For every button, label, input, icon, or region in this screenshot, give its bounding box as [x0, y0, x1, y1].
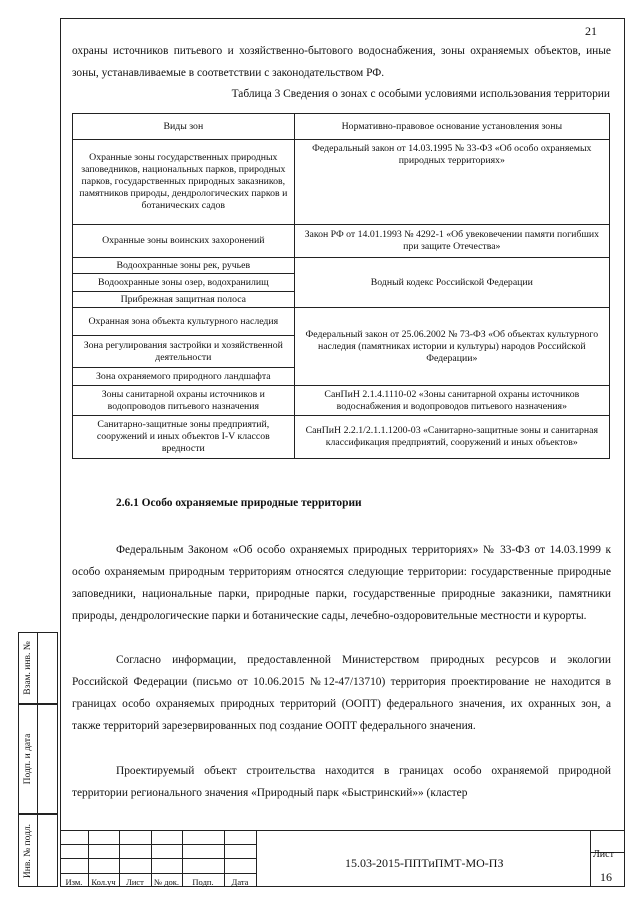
zone-cell: Охранная зона объекта культурного наследия	[73, 308, 295, 336]
basis-cell: Федеральный закон от 14.03.1995 № 33-ФЗ «Об особо охраняемых природных территориях»	[294, 140, 609, 225]
table-row	[73, 140, 610, 225]
basis-cell: Федеральный закон от 25.06.2002 № 73-ФЗ «Об объектах культурного наследия (памятниках истории и культуры) народов Российской Федерации»	[294, 308, 609, 386]
zone-cell: Зона охраняемого природного ландшафта	[73, 368, 295, 386]
title-label-date: Дата	[231, 877, 249, 887]
paragraph-project-location: Проектируемый объект строительства находится в границах особо охраняемой природной территории регионального значения «Природный парк «Быстринский»» (кластер	[72, 765, 611, 799]
table-caption: Таблица 3 Сведения о зонах с особыми условиями использования территории	[231, 88, 610, 100]
zone-cell: Водоохранные зоны озер, водохранилищ	[73, 274, 295, 292]
side-field-original-inv	[18, 814, 58, 887]
table-row	[73, 225, 610, 258]
zone-cell: Охранные зоны воинских захоронений	[73, 225, 295, 258]
zone-cell: Санитарно-защитные зоны предприятий, сооружений и иных объектов I-V классов вредности	[73, 416, 295, 459]
side-label: Инв. № подл.	[23, 823, 33, 878]
paragraph-oopt-law: Федеральным Законом «Об особо охраняемых природных территориях» № 33-ФЗ от 14.03.1999 к особо охраняемым природным территориям относятся следующие территории: государственные природные заповедники, национальные парки, природные парки, государственные природные заказники, памятники природы, дендрологические парки и ботанические сады, лечебно-оздоровительные местности и курорты.	[72, 544, 611, 622]
section-heading: 2.6.1 Особо охраняемые природные территории	[116, 497, 362, 509]
zone-cell: Зона регулирования застройки и хозяйственной деятельности	[73, 336, 295, 368]
document-code: 15.03-2015-ППТиПМТ-МО-ПЗ	[345, 856, 504, 870]
title-label-quantity: Кол.уч	[91, 877, 116, 887]
intro-paragraph: охраны источников питьевого и хозяйственно-бытового водоснабжения, зоны охраняемых объектов, иные зоны, устанавливаемые в соответствии с законодательством РФ.	[72, 45, 611, 79]
basis-cell: СанПиН 2.2.1/2.1.1.1200-03 «Санитарно-защитные зоны и санитарная классификация предприятий, сооружений и иных объектов»	[294, 416, 609, 459]
page-number: 21	[585, 24, 597, 38]
basis-cell: Закон РФ от 14.01.1993 № 4292-1 «Об увековечении памяти погибших при защите Отечества»	[294, 225, 609, 258]
title-label-change: Изм.	[65, 877, 83, 887]
title-label-sheet: Лист	[126, 877, 144, 887]
side-label: Взам. инв. №	[23, 641, 33, 695]
sheet-number: 16	[600, 870, 612, 884]
table-row	[73, 416, 610, 459]
zones-table	[72, 113, 610, 459]
paragraph-ministry-info: Согласно информации, предоставленной Министерством природных ресурсов и экологии Российской Федерации (письмо от 10.06.2015 №12-47/13710) территория проектирование не находится в границах особо охраняемых природных территорий (ООПТ) федерального значения, их охранных зон, а также территорий зарезервированных под создание ООПТ федерального значения.	[72, 654, 611, 732]
zone-cell: Зоны санитарной охраны источников и водопроводов питьевого назначения	[73, 386, 295, 416]
side-field-replacement-inv	[18, 632, 58, 704]
title-block	[60, 830, 625, 887]
side-field-signature-date	[18, 704, 58, 814]
sheet-label: Лист	[593, 849, 614, 860]
zone-cell: Прибрежная защитная полоса	[73, 292, 295, 308]
basis-cell: СанПиН 2.1.4.1110-02 «Зоны санитарной охраны источников водоснабжения и водопроводов питьевого назначения»	[294, 386, 609, 416]
header-legal-basis: Нормативно-правовое основание установления зоны	[294, 114, 609, 140]
table-row	[73, 258, 610, 274]
table-row	[73, 308, 610, 336]
zone-cell: Водоохранные зоны рек, ручьев	[73, 258, 295, 274]
zone-cell: Охранные зоны государственных природных заповедников, национальных парков, природных парков, государственных природных заказников, памятников природы, дендрологических парков и ботанических садов	[73, 140, 295, 225]
table-row	[73, 386, 610, 416]
title-label-doc-number: № док.	[153, 877, 180, 887]
side-label: Подп. и дата	[23, 733, 33, 785]
title-label-signature: Подп.	[192, 877, 214, 887]
table-header-row	[73, 114, 610, 140]
header-zone-type: Виды зон	[73, 114, 295, 140]
basis-cell: Водный кодекс Российской Федерации	[294, 258, 609, 308]
